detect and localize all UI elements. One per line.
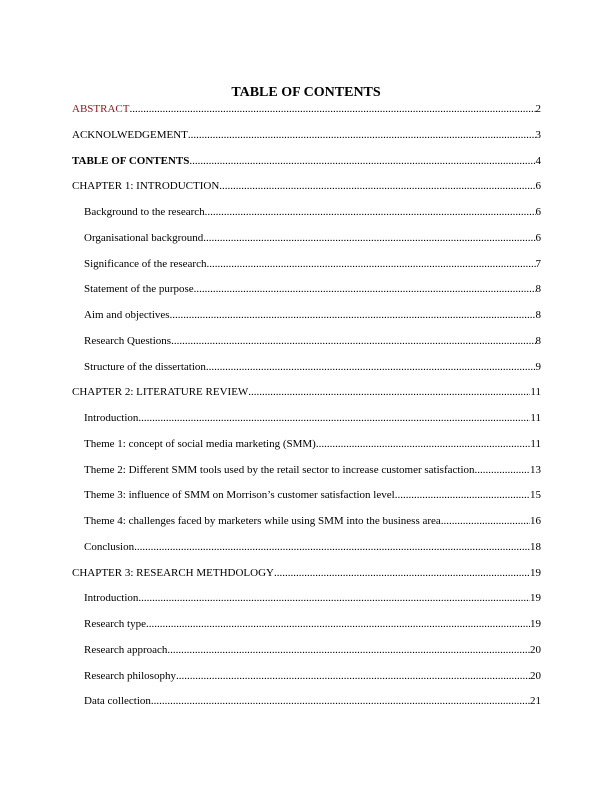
toc-entry[interactable] [72, 668, 541, 694]
toc-entry-page-number: 11 [530, 412, 541, 424]
toc-entry-page-number: 4 [535, 154, 541, 167]
toc-entry[interactable] [72, 642, 541, 668]
toc-entry-page-number: 21 [530, 695, 541, 708]
dot-leader [206, 360, 536, 374]
dot-leader [151, 694, 530, 708]
toc-entry-page-number: 8 [535, 309, 541, 321]
toc-entry-title: Theme 1: concept of social media marketing (SMM) [84, 437, 316, 450]
toc-entry-page-number: 16 [530, 515, 541, 527]
toc-entry-page-number: 19 [530, 566, 541, 579]
dot-leader [475, 463, 531, 477]
toc-entry-page-number: 3 [535, 128, 541, 141]
toc-entry-title: Research approach [84, 643, 168, 656]
toc-entry-page-number: 7 [535, 257, 541, 270]
toc-entry-page-number: 18 [530, 540, 541, 553]
dot-leader [134, 540, 530, 554]
toc-entry-title: Research type [84, 618, 146, 630]
toc-entry-page-number: 6 [535, 231, 541, 244]
toc-entry-title: TABLE OF CONTENTS [72, 154, 190, 167]
toc-entry[interactable] [72, 256, 541, 282]
toc-entry[interactable] [72, 513, 541, 539]
dot-leader [167, 643, 530, 657]
toc-entry-page-number: 19 [530, 592, 541, 605]
dot-leader [203, 231, 535, 245]
dot-leader [129, 102, 535, 116]
toc-entry-page-number: 15 [530, 489, 541, 502]
toc-entry[interactable] [72, 384, 541, 410]
toc-entry-title: CHAPTER 2: LITERATURE REVIEW [72, 386, 249, 399]
page-title: TABLE OF CONTENTS [231, 85, 381, 100]
toc-entry[interactable] [72, 281, 541, 307]
dot-leader [138, 411, 530, 425]
dot-leader [189, 154, 535, 168]
toc-entry-page-number: 11 [530, 386, 541, 399]
toc-entry-page-number: 8 [535, 283, 541, 296]
toc-entry[interactable] [72, 101, 541, 127]
toc-entry[interactable] [72, 178, 541, 204]
toc-entry-page-number: 20 [530, 669, 541, 682]
toc-entry-page-number: 11 [530, 437, 541, 450]
dot-leader [248, 385, 530, 399]
toc-entry[interactable] [72, 590, 541, 616]
toc-entry-page-number: 9 [535, 360, 541, 373]
toc-entry[interactable] [72, 127, 541, 153]
toc-entry-title: Research Questions [84, 334, 172, 347]
toc-entry[interactable] [72, 410, 541, 436]
toc-entry[interactable] [72, 539, 541, 565]
toc-entry[interactable] [72, 230, 541, 256]
toc-entry-title: Introduction [84, 592, 139, 605]
toc-entry-page-number: 6 [535, 206, 541, 218]
dot-leader [138, 591, 530, 605]
toc-entry-title: Statement of the purpose [84, 283, 194, 296]
toc-entry-page-number: 20 [530, 643, 541, 656]
dot-leader [146, 617, 530, 631]
toc-entry-title: Data collection [84, 695, 151, 708]
dot-leader [171, 334, 535, 348]
toc-entry-page-number: 8 [535, 334, 541, 347]
toc-entry-title: CHAPTER 3: RESEARCH METHDOLOGY [72, 566, 274, 579]
toc-entry[interactable] [72, 436, 541, 462]
dot-leader [316, 437, 531, 451]
toc-entry-title: Research philosophy [84, 669, 176, 682]
toc-entry[interactable] [72, 333, 541, 359]
dot-leader [206, 257, 535, 271]
dot-leader [170, 308, 536, 322]
toc-entry-title: CHAPTER 1: INTRODUCTION [72, 180, 220, 193]
dot-leader [188, 128, 536, 142]
dot-leader [441, 514, 530, 528]
toc-entry-page-number: 2 [535, 103, 541, 115]
toc-entry-title: Significance of the research [84, 257, 207, 270]
toc-entry-title: Background to the research [84, 206, 205, 218]
toc-entry[interactable] [72, 565, 541, 591]
dot-leader [176, 669, 530, 683]
toc-entry-title: Organisational background [84, 231, 204, 244]
toc-entry[interactable] [72, 359, 541, 385]
toc-entry-title: Theme 2: Different SMM tools used by the retail sector to increase customer satisfaction [84, 463, 475, 476]
toc-entry-title: Theme 4: challenges faced by marketers while using SMM into the business area [84, 515, 441, 527]
toc-entry[interactable] [72, 487, 541, 513]
toc-entry[interactable] [72, 693, 541, 719]
toc-entry[interactable] [72, 204, 541, 230]
toc-entry[interactable] [72, 153, 541, 179]
toc-entry-page-number: 6 [535, 180, 541, 193]
toc-entry-title: ABSTRACT [72, 103, 130, 115]
toc-entry-page-number: 19 [530, 618, 541, 630]
toc-list [72, 101, 541, 719]
toc-entry-title: Aim and objectives [84, 309, 170, 321]
dot-leader [219, 179, 535, 193]
toc-entry-page-number: 13 [530, 463, 541, 476]
dot-leader [194, 282, 536, 296]
toc-entry-title: Theme 3: influence of SMM on Morrison’s customer satisfaction level [84, 489, 395, 502]
toc-entry[interactable] [72, 462, 541, 488]
dot-leader [395, 488, 530, 502]
toc-entry[interactable] [72, 616, 541, 642]
toc-entry-title: Structure of the dissertation [84, 360, 206, 373]
dot-leader [205, 205, 536, 219]
toc-entry-title: Conclusion [84, 540, 135, 553]
toc-entry-title: ACKNOLWEDGEMENT [72, 128, 188, 141]
dot-leader [274, 566, 530, 580]
toc-entry-title: Introduction [84, 412, 139, 424]
toc-entry[interactable] [72, 307, 541, 333]
